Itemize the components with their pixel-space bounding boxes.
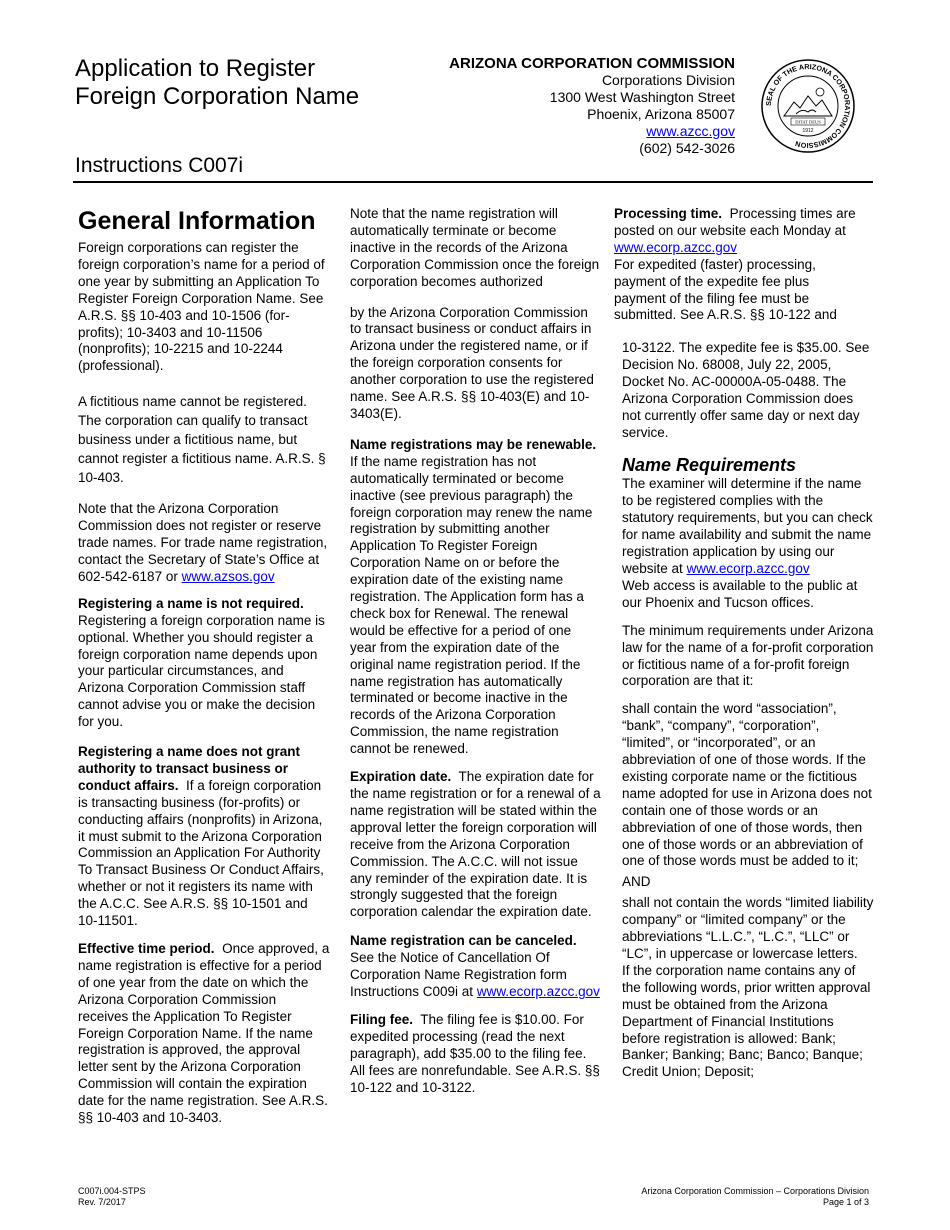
not-required-paragraph <box>78 596 330 731</box>
seal-year: 1912 <box>802 128 814 134</box>
agency-city: Phoenix, Arizona 85007 <box>587 106 735 122</box>
expiration-paragraph <box>350 769 601 921</box>
cancel-paragraph <box>350 933 601 1001</box>
agency-street: 1300 West Washington Street <box>549 89 735 105</box>
ecorp-link-cancel[interactable]: www.ecorp.azcc.gov <box>476 983 600 999</box>
no-authority-paragraph <box>78 744 330 930</box>
minimum-requirements-paragraph: The minimum requirements under Arizona law for the name of a for-profit corporation or fictitious name of a for-profit foreign corporation are that it: <box>622 622 874 689</box>
column-2 <box>350 206 601 1096</box>
processing-time-paragraph <box>614 206 859 324</box>
footer-left <box>78 1186 146 1208</box>
agency-division: Corporations Division <box>601 72 735 88</box>
general-information-heading: General Information <box>78 207 316 235</box>
commission-seal-icon <box>760 58 856 154</box>
ecorp-link-processing[interactable]: www.ecorp.azcc.gov <box>614 239 738 255</box>
title-line-2: Foreign Corporation Name <box>75 83 360 110</box>
expiration-heading: Expiration date. <box>350 769 452 785</box>
and-separator: AND <box>622 874 651 890</box>
header-divider <box>73 181 873 183</box>
name-requirements-heading: Name Requirements <box>622 455 797 476</box>
renewable-text: If the name registration has not automatically terminated or become inactive (see previous paragraph) the foreign corporation may renew the name registration by submitting another Application To Register Foreign Corporation Name on or before the expiration date of the existing name registration. The Application form has a check box for Renewal. The renewal would be effective for a period of one year from the expiration date of the original name registration period. If the name registration has automatically terminated or become inactive in the records of the Arizona Corporation Commission, the name registration cannot be renewed. <box>350 453 593 757</box>
column-1 <box>78 206 330 1127</box>
prior-approval-paragraph: If the corporation name contains any of the following words, prior written approval must be obtained from the Arizona Department of Financial Institutions before registration is allowed: Bank; Banker; Banking; Banc; Banco; Banque; Credit Union; Deposit; <box>622 962 871 1080</box>
web-access-text: Web access is available to the public at our Phoenix and Tucson offices. <box>622 577 858 610</box>
examiner-text: The examiner will determine if the name to be registered complies with the statutory requirements, but you can check for name availability and submit the name registration application by using our website at <box>622 476 873 576</box>
trade-names-paragraph <box>78 501 330 586</box>
column-3-top <box>614 206 859 324</box>
processing-time-text: Processing times are posted on our website each Monday at <box>614 206 856 238</box>
expedite-fee-paragraph: 10-3122. The expedite fee is $35.00. See Decision No. 68008, July 22, 2005, Docket No. AC-00000A-05-0488. The Arizona Corporation Commission does not currently offer same day or next day service. <box>622 340 870 440</box>
fictitious-name-paragraph: A fictitious name cannot be registered. The corporation can qualify to transact business under a fictitious name, but cannot register a fictitious name. A.R.S. § 10-403. <box>78 394 326 486</box>
seal-ring-text: SEAL OF THE ARIZONA CORPORATION COMMISSION <box>763 61 853 151</box>
effective-period-heading: Effective time period. <box>78 941 215 956</box>
examiner-paragraph <box>622 476 874 611</box>
effective-period-text: Once approved, a name registration is effective for a period of one year from the date on which the Arizona Corporation Commission receives the Application To Register Foreign Corporation Name. If the name registration is approved, the approval letter sent by the Arizona Corporation Commission will contain the expiration date for the name registration. See A.R.S. §§ 10-403 and 10-3403. <box>78 941 330 1126</box>
title-line-1: Application to Register <box>75 55 316 82</box>
filing-fee-heading: Filing fee. <box>350 1011 414 1027</box>
trade-names-text: Note that the Arizona Corporation Commission does not register or reserve trade names. For trade name registration, contact the Secretary of State’s Office at 602-542-6187 or <box>78 501 328 584</box>
agency-name: ARIZONA CORPORATION COMMISSION <box>449 55 735 72</box>
footer-right <box>560 1186 869 1208</box>
column-3 <box>622 340 874 1081</box>
shall-not-contain-paragraph: shall not contain the words “limited liability company” or “limited company” or the abbreviations “L.L.C.”, “L.C.”, “LLC” or “LC”, in uppercase or lowercase letters. <box>622 895 874 961</box>
instructions-code: Instructions C007i <box>75 154 244 177</box>
auto-terminate-paragraph-b: by the Arizona Corporation Commission to transact business or conduct affairs in Arizona under the registered name, or if the foreign corporation consents for another corporation to use the registered name. See A.R.S. §§ 10-403(E) and 10-3403(E). <box>350 304 594 421</box>
cancel-text: See the Notice of Cancellation Of Corporation Name Registration form Instructions C009i at <box>350 950 567 999</box>
effective-period-paragraph <box>78 941 330 1127</box>
agency-website-link[interactable]: www.azcc.gov <box>646 123 735 139</box>
footer-organization: Arizona Corporation Commission – Corporations Division <box>641 1186 869 1196</box>
auto-terminate-paragraph-a: Note that the name registration will automatically terminate or become inactive in the records of the Arizona Corporation Commission once the foreign corporation becomes authorized <box>350 206 600 289</box>
shall-contain-paragraph: shall contain the word “association”, “bank”, “company”, “corporation”, “limited”, or “incorporated”, or an abbreviation of one of those words. If the existing corporate name or the fictitious name adopted for use in Arizona does not contain one of those words or an abbreviation of one of those words, then one of those words or an abbreviation of one of those words must be added to it; <box>622 701 872 869</box>
intro-paragraph: Foreign corporations can register the foreign corporation’s name for a period of one year by submitting an Application To Register Foreign Corporation Name. See A.R.S. §§ 10-403 and 10-1506 (for-profits); 10-3403 and 10-11506 (nonprofits); 10-2215 and 10-2244 (professional). <box>78 240 325 374</box>
agency-block <box>420 55 735 157</box>
revision-date: Rev. 7/2017 <box>78 1197 126 1207</box>
svg-text:SEAL OF THE ARIZONA CORPORATIO <box>764 62 852 150</box>
not-required-heading: Registering a name is not required. <box>78 595 304 611</box>
ecorp-link-requirements[interactable]: www.ecorp.azcc.gov <box>686 560 810 576</box>
expedited-text: For expedited (faster) processing, payment of the expedite fee plus payment of the filing fee must be submitted. See A.R.S. §§ 10-122 and <box>614 256 837 323</box>
form-code: C007i.004-STPS <box>78 1186 146 1196</box>
agency-phone: (602) 542-3026 <box>639 140 735 156</box>
cancel-heading: Name registration can be canceled. <box>350 933 577 949</box>
azsos-link[interactable]: www.azsos.gov <box>181 568 275 584</box>
no-authority-text: If a foreign corporation is transacting business (for-profits) or conducting affairs (nonprofits) in Arizona, it must submit to the Arizona Corporation Commission an Application For Authority To Transact Business Or Conduct Affairs, whether or not it registers its name with the A.C.C. See A.R.S. §§ 10-1501 and 10-11501. <box>78 777 324 929</box>
renewable-paragraph <box>350 437 601 758</box>
seal-motto: DITAT DEUS <box>795 119 821 125</box>
not-required-text: Registering a foreign corporation name is optional. Whether you should register a foreign corporation name depends upon your particular circumstances, and Arizona Corporation Commission staff cannot advise you or make the decision for you. <box>78 612 325 730</box>
filing-fee-text: The filing fee is $10.00. For expedited processing (read the next paragraph), add $35.00 to the filing fee. All fees are nonrefundable. See A.R.S. §§ 10-122 and 10-3122. <box>350 1011 600 1095</box>
expiration-text: The expiration date for the name registration or for a renewal of a name registration will be stated within the approval letter the foreign corporation will receive from the Arizona Corporation Commission. The A.C.C. will not issue any reminder of the expiration date. It is strongly suggested that the foreign corporation calendar the expiration date. <box>350 769 601 920</box>
no-authority-heading: Registering a name does not grant authority to transact business or conduct affairs. <box>78 744 301 793</box>
renewable-heading: Name registrations may be renewable. <box>350 436 597 452</box>
page-number: Page 1 of 3 <box>822 1197 869 1207</box>
processing-time-heading: Processing time. <box>614 206 723 221</box>
filing-fee-paragraph <box>350 1012 601 1097</box>
